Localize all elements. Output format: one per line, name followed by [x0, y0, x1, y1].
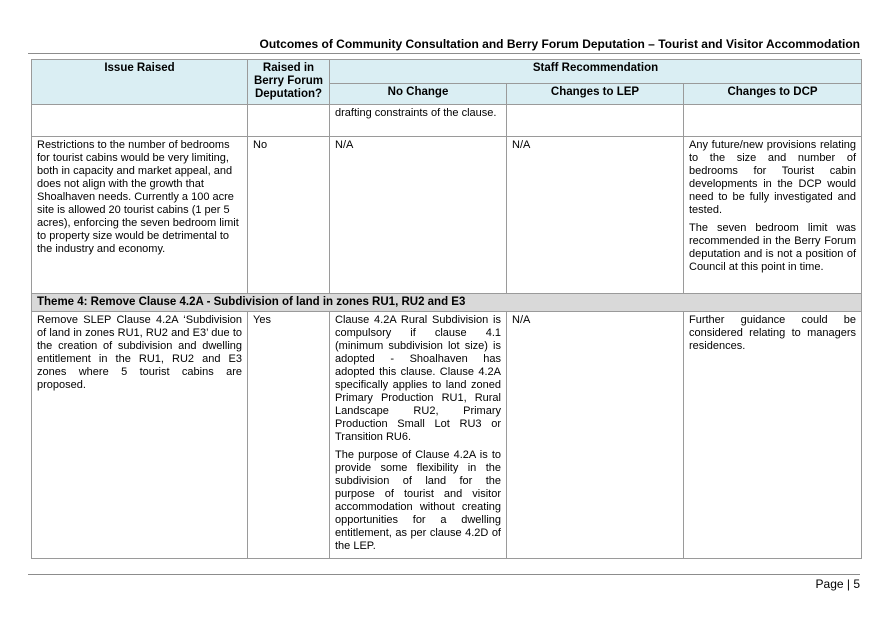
header-staff-recommendation: Staff Recommendation	[330, 60, 862, 84]
header-raised-in-deputation: Raised in Berry Forum Deputation?	[248, 60, 330, 105]
continued-issue-cell	[32, 105, 248, 137]
theme-4-row	[32, 294, 862, 312]
table-header-row-1	[32, 60, 862, 84]
clause-dcp-cell: Further guidance could be considered relating to managers residences.	[684, 312, 862, 559]
consultation-outcomes-table	[31, 59, 862, 559]
theme-4-heading: Theme 4: Remove Clause 4.2A - Subdivision of land in zones RU1, RU2 and E3	[32, 294, 862, 312]
clause-lep-cell: N/A	[507, 312, 684, 559]
continued-raised-cell	[248, 105, 330, 137]
header-issue-raised: Issue Raised	[32, 60, 248, 105]
bedrooms-dcp-cell	[684, 137, 862, 294]
bedrooms-raised-cell: No	[248, 137, 330, 294]
header-changes-to-lep: Changes to LEP	[507, 83, 684, 104]
bedrooms-no-change-cell: N/A	[330, 137, 507, 294]
header-divider	[28, 53, 860, 54]
bedrooms-issue-cell: Restrictions to the number of bedrooms for tourist cabins would be very limiting, both in capacity and market appeal, and does not align with the growth that Shoalhaven needs. Currently a 100 acre site is allowed 20 tourist cabins (1 per 5 acres), enforcing the seven bedroom limit to property size would be detrimental to the industry and economy.	[32, 137, 248, 294]
continued-dcp-cell	[684, 105, 862, 137]
footer-divider	[28, 574, 860, 575]
clause-no-change-cell	[330, 312, 507, 559]
document-header-title: Outcomes of Community Consultation and Berry Forum Deputation – Tourist and Visitor Accommodation	[259, 37, 860, 51]
continued-lep-cell	[507, 105, 684, 137]
bedrooms-lep-cell: N/A	[507, 137, 684, 294]
bedrooms-dcp-paragraph: Any future/new provisions relating to the size and number of bedrooms for Tourist cabin developments in the DCP would need to be fully investigated and tested.	[689, 139, 857, 216]
clause-issue-cell: Remove SLEP Clause 4.2A ‘Subdivision of land in zones RU1, RU2 and E3’ due to the creation of subdivision and dwelling entitlement in the RU1, RU2 and E3 zones where 5 tourist cabins are proposed.	[32, 312, 248, 559]
page-number: Page | 5	[815, 577, 860, 591]
header-changes-to-dcp: Changes to DCP	[684, 83, 862, 104]
table-row-bedroom-restrictions	[32, 137, 862, 294]
table-row-continued	[32, 105, 862, 137]
clause-no-change-paragraph: Clause 4.2A Rural Subdivision is compulsory if clause 4.1 (minimum subdivision lot size) is adopted - Shoalhaven has adopted this clause. Clause 4.2A specifically applies to land zoned Primary Production RU1, Rural Landscape RU2, Primary Production Small Lot RU3 or Transition RU6.	[335, 314, 501, 443]
continued-no-change-cell: drafting constraints of the clause.	[330, 105, 507, 137]
bedrooms-dcp-paragraph: The seven bedroom limit was recommended in the Berry Forum deputation and is not a position of Council at this point in time.	[689, 222, 857, 273]
clause-raised-cell: Yes	[248, 312, 330, 559]
clause-no-change-paragraph: The purpose of Clause 4.2A is to provide some flexibility in the subdivision of land for the purpose of tourist and visitor accommodation without creating opportunities for a dwelling entitlement, as per clause 4.2D of the LEP.	[335, 449, 501, 552]
header-no-change: No Change	[330, 83, 507, 104]
table-row-clause-4-2a	[32, 312, 862, 559]
